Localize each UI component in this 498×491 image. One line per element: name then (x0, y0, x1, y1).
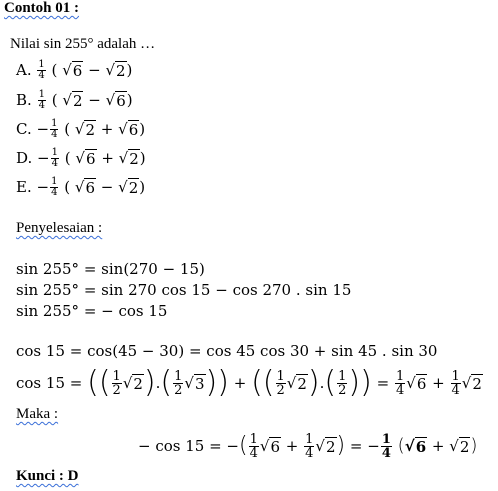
paren-close: ) (126, 91, 133, 109)
minus-operator: − (367, 437, 380, 455)
paren-open: ( (51, 61, 58, 79)
option-e (16, 173, 145, 201)
cos-expanded-line (16, 362, 483, 404)
fraction-quarter: $\frac{1}{4}$ (451, 368, 460, 398)
paren-open: ( (64, 178, 71, 196)
paren-close: ) (126, 61, 133, 79)
fraction-quarter: $\frac{1}{4}$ (305, 431, 314, 461)
option-fraction: $\frac{1}{4}$ (38, 88, 45, 111)
equals-operator: = (376, 374, 390, 392)
paren-close: ) (143, 365, 156, 400)
option-c (16, 115, 145, 143)
maka-label: Maka : (16, 406, 59, 422)
final-result-line (138, 426, 477, 466)
sqrt-three: √ 3 (184, 373, 205, 393)
outer-paren-close: )) (205, 365, 229, 400)
option-sqrt-first: √ 6 (74, 177, 95, 197)
outer-paren-open: (( (251, 365, 275, 400)
option-sqrt-first: √ 2 (74, 119, 95, 139)
paren-close: ) (470, 435, 478, 456)
option-letter: D. (16, 149, 33, 167)
answer-key: Kunci : D (16, 468, 79, 484)
cos-identity-line: cos 15 = cos(45 − 30) = cos 45 cos 30 + sin 45 . sin 30 (16, 342, 438, 360)
paren-open: ( (64, 120, 71, 138)
paren-close: ) (139, 178, 146, 196)
paren-open: ( (397, 435, 405, 456)
option-fraction: $\frac{1}{4}$ (51, 117, 58, 140)
equals-operator: = (349, 437, 363, 455)
sqrt-six: √ 6 (259, 436, 280, 456)
paren-close: ) (307, 365, 320, 400)
dot-operator: . (155, 374, 161, 392)
option-sqrt-second: √ 6 (105, 90, 126, 110)
sqrt-two: √ 2 (461, 373, 482, 393)
fraction-half: $\frac{1}{2}$ (112, 368, 121, 398)
cos-expanded-lhs: cos 15 = (16, 374, 83, 392)
step-line-1: sin 255° = sin(270 − 15) (16, 260, 205, 278)
paren-close: ) (139, 149, 146, 167)
solution-heading: Penyelesaian : (16, 220, 103, 236)
option-fraction: $\frac{1}{4}$ (51, 175, 58, 198)
step-line-2: sin 255° = sin 270 cos 15 − cos 270 . sin 15 (16, 281, 352, 299)
plus-operator: + (285, 437, 299, 455)
paren-open: ( (160, 365, 173, 400)
option-letter: C. (16, 120, 32, 138)
option-d (16, 144, 146, 172)
fraction-quarter-bold: $\frac{1}{4}$ (381, 431, 391, 461)
plus-operator: + (233, 374, 247, 392)
sqrt-six: √ 6 (406, 373, 427, 393)
option-sqrt-first: √ 2 (62, 90, 83, 110)
paren-open: ( (51, 91, 58, 109)
plus-operator: + (431, 437, 445, 455)
option-sqrt-second: √ 2 (118, 148, 139, 168)
plus-operator: + (432, 374, 445, 392)
option-fraction: $\frac{1}{4}$ (51, 146, 58, 169)
sqrt-six: √ 6 (404, 436, 427, 456)
option-letter: E. (16, 178, 32, 196)
option-sqrt-second: √ 2 (118, 177, 139, 197)
sqrt-two: √ 2 (315, 436, 336, 456)
option-letter: B. (16, 91, 32, 109)
fraction-half: $\frac{1}{2}$ (338, 368, 347, 398)
option-sign: − (37, 149, 50, 167)
option-sqrt-second: √ 6 (118, 119, 139, 139)
option-sign: − (36, 120, 50, 138)
option-sign: − (36, 178, 50, 196)
option-sqrt-first: √ 6 (75, 148, 96, 168)
paren-close: ) (139, 120, 146, 138)
paren-open: ( (64, 149, 71, 167)
outer-paren-open: (( (87, 365, 111, 400)
sqrt-two: √ 2 (286, 373, 307, 393)
option-a (16, 56, 132, 84)
outer-paren-close: )) (348, 365, 372, 400)
sqrt-two: √ 2 (449, 436, 470, 456)
option-fraction: $\frac{1}{4}$ (38, 58, 45, 81)
option-operator: − (88, 91, 101, 109)
fraction-quarter: $\frac{1}{4}$ (249, 431, 258, 461)
fraction-half: $\frac{1}{2}$ (276, 368, 285, 398)
example-title: Contoh 01 : (4, 0, 80, 16)
option-operator: − (88, 61, 101, 79)
paren-open: ( (239, 433, 248, 458)
option-operator: − (100, 178, 114, 196)
question-text: Nilai sin 255° adalah … (10, 36, 156, 52)
option-b (16, 86, 133, 114)
final-lhs: − cos 15 = − (138, 437, 239, 455)
option-sqrt-first: √ 6 (62, 60, 83, 80)
fraction-quarter: $\frac{1}{4}$ (395, 368, 405, 398)
paren-open: ( (324, 365, 337, 400)
step-line-3: sin 255° = − cos 15 (16, 302, 168, 320)
option-sqrt-second: √ 2 (105, 60, 126, 80)
fraction-half: $\frac{1}{2}$ (174, 368, 183, 398)
dot-operator: . (319, 374, 325, 392)
option-letter: A. (16, 61, 32, 79)
option-operator: + (100, 120, 114, 138)
paren-close: ) (336, 433, 346, 458)
option-operator: + (101, 149, 114, 167)
sqrt-two: √ 2 (122, 373, 143, 393)
